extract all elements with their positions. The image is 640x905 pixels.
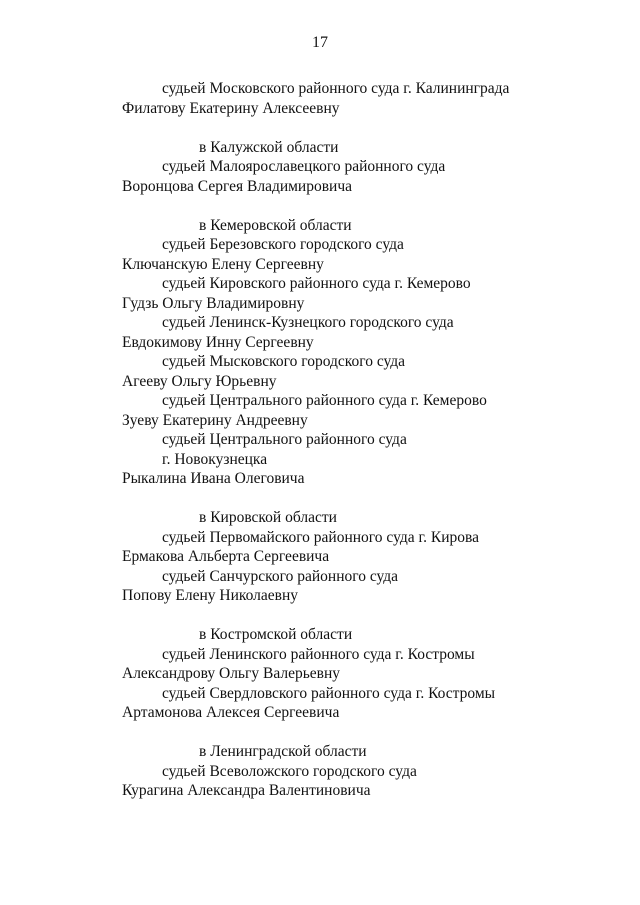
block-spacer: [0, 606, 640, 626]
judge-name: Попову Елену Николаевну: [122, 587, 299, 604]
court-line: судьей Березовского городского суда: [162, 236, 404, 253]
judge-name: Ермакова Альберта Сергеевича: [122, 548, 330, 565]
appointment-entry: [0, 645, 640, 684]
judge-name: Александрову Ольгу Валерьевну: [122, 665, 341, 682]
block-spacer: [0, 489, 640, 509]
block-spacer: [0, 118, 640, 138]
region-block: [0, 118, 640, 196]
region-heading: в Калужской области: [199, 138, 339, 156]
court-line: судьей Свердловского районного суда г. Костромы: [162, 684, 496, 702]
block-spacer: [0, 196, 640, 216]
judge-name: Рыкалина Ивана Олеговича: [122, 470, 305, 487]
court-line: судьей Московского районного суда г. Калининграда: [162, 80, 510, 97]
judge-name: Филатову Екатерину Алексеевну: [122, 99, 340, 117]
court-line: судьей Ленинск-Кузнецкого городского суда: [162, 314, 454, 331]
region-heading: в Кировской области: [199, 509, 337, 526]
appointment-entry: [0, 274, 640, 313]
appointment-entry: [0, 567, 640, 606]
appointment-entry: [0, 528, 640, 567]
judge-name: Курагина Александра Валентиновича: [122, 782, 371, 799]
court-line: судьей Санчурского районного суда: [162, 567, 399, 585]
judge-name: Зуеву Екатерину Андреевну: [122, 411, 308, 429]
appointment-entry: [0, 79, 640, 118]
appointment-entry: [0, 684, 640, 723]
appointment-entry: [0, 235, 640, 274]
court-line: судьей Центрального районного суда: [162, 431, 407, 448]
court-line: г. Новокузнецка: [162, 450, 268, 468]
appointment-entry: [0, 430, 640, 489]
appointment-entry: [0, 313, 640, 352]
block-spacer: [0, 723, 640, 743]
region-heading: в Кемеровской области: [199, 216, 352, 234]
judge-name: Агееву Ольгу Юрьевну: [122, 372, 277, 390]
appointment-list: [0, 79, 640, 801]
region-block: [0, 723, 640, 801]
court-line: судьей Всеволожского городского суда: [162, 762, 417, 780]
judge-name: Артамонова Алексея Сергеевича: [122, 704, 340, 721]
appointment-entry: [0, 157, 640, 196]
judge-name: Ключанскую Елену Сергеевну: [122, 255, 324, 273]
appointment-entry: [0, 352, 640, 391]
appointment-entry: [0, 391, 640, 430]
court-line: судьей Центрального районного суда г. Кемерово: [162, 392, 487, 409]
region-block: [0, 489, 640, 606]
judge-name: Воронцова Сергея Владимировича: [122, 177, 353, 195]
region-block: [0, 606, 640, 723]
court-line: судьей Малоярославецкого районного суда: [162, 158, 446, 175]
region-block: [0, 79, 640, 118]
court-line: судьей Мысковского городского суда: [162, 353, 406, 370]
appointment-entry: [0, 762, 640, 801]
court-line: судьей Ленинского районного суда г. Костромы: [162, 645, 475, 663]
region-heading: в Ленинградской области: [199, 743, 367, 760]
page-number: 17: [312, 34, 328, 51]
court-line: судьей Кировского районного суда г. Кемерово: [162, 275, 471, 292]
judge-name: Евдокимову Инну Сергеевну: [122, 333, 314, 351]
court-line: судьей Первомайского районного суда г. Кирова: [162, 528, 479, 546]
judge-name: Гудзь Ольгу Владимировну: [122, 294, 305, 312]
region-block: [0, 196, 640, 489]
region-heading: в Костромской области: [199, 626, 353, 643]
